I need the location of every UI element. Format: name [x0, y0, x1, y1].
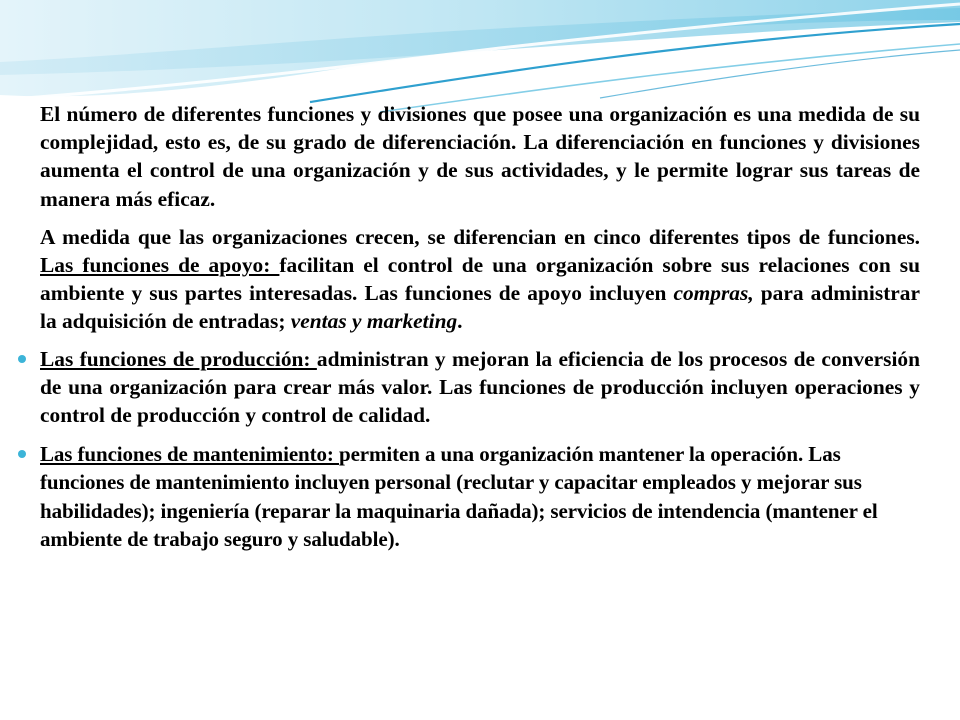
support-end-text: .	[457, 309, 463, 334]
support-body-text: facilitan el control de una organización sobre sus relaciones con su ambiente y sus partes interesadas. Las funciones de apoyo incluyen	[40, 253, 921, 306]
bullet-production	[40, 345, 920, 430]
bullet-dot-icon	[18, 355, 26, 363]
paragraph-production-functions	[40, 345, 920, 430]
paragraph-maintenance-functions	[40, 440, 920, 553]
production-functions-term: Las funciones de producción:	[40, 346, 317, 371]
bullet-dot-icon	[18, 450, 26, 458]
slide-body	[40, 100, 920, 564]
purchases-term: compras,	[673, 281, 754, 306]
paragraph-complexity	[40, 100, 920, 213]
paragraph-complexity-text: El número de diferentes funciones y divisiones que posee una organización es una medida de su complejidad, esto es, de su grado de diferenciación. La diferenciación en funciones y divisiones aumenta el control de una organización y de sus actividades, y le permite lograr sus tareas de manera más eficaz.	[40, 102, 920, 211]
bullet-maintenance	[40, 440, 920, 553]
production-body-text: administran y mejoran la eficiencia de los procesos de conversión de una organización para crear más valor. Las funciones de producción incluyen operaciones y control de producción y control de calidad.	[40, 346, 920, 428]
support-functions-term: Las funciones de apoyo:	[40, 253, 280, 278]
sales-marketing-term: ventas y marketing	[290, 309, 458, 334]
support-lead-text: A medida que las organizaciones crecen, se diferencian en cinco diferentes tipos de funciones.	[40, 224, 920, 249]
maintenance-body-text: permiten a una organización mantener la operación. Las funciones de mantenimiento incluyen personal (reclutar y capacitar empleados y mejorar sus habilidades); ingeniería (reparar la maquinaria dañada); servicios de intendencia (mantener el ambiente de trabajo seguro y saludable).	[40, 442, 878, 551]
support-mid-text: para administrar la adquisición de entradas;	[40, 281, 920, 334]
maintenance-functions-term: Las funciones de mantenimiento:	[40, 442, 339, 467]
paragraph-support-functions	[40, 223, 920, 336]
